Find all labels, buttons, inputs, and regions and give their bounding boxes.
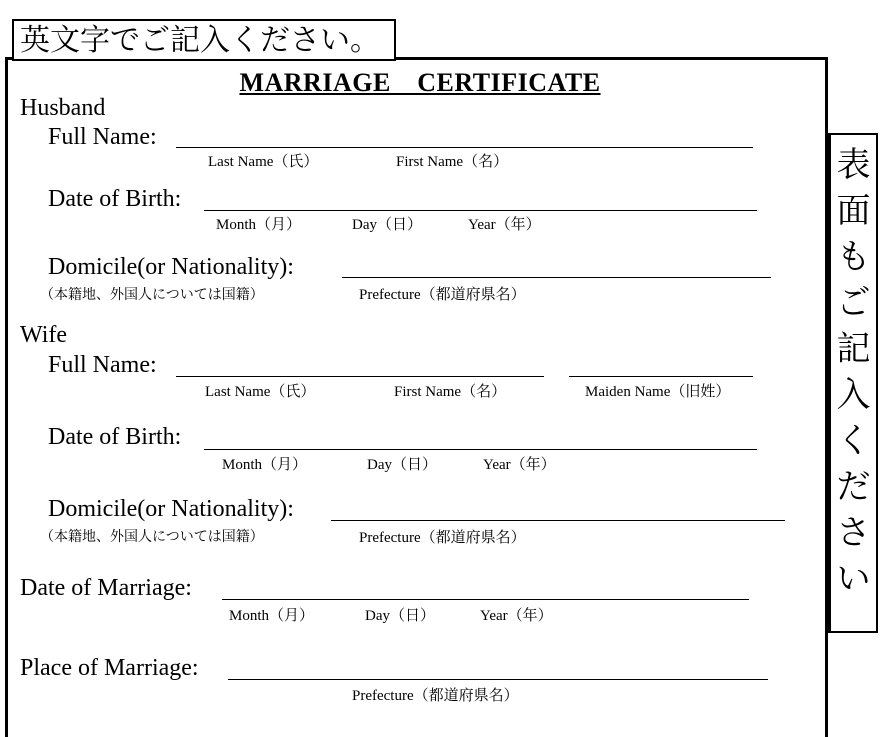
marriage-place-field[interactable] <box>228 679 768 680</box>
marriage-month-caption: Month（月） <box>229 608 315 624</box>
wife-domicile-note: （本籍地、外国人については国籍） <box>40 529 264 545</box>
wife-full-name-label: Full Name: <box>48 352 157 378</box>
side-note-char: だ <box>836 467 871 507</box>
husband-domicile-field[interactable] <box>342 277 771 278</box>
wife-heading: Wife <box>20 322 68 348</box>
wife-domicile-field[interactable] <box>331 520 785 521</box>
husband-domicile-note: （本籍地、外国人については国籍） <box>40 287 264 303</box>
husband-prefecture-caption: Prefecture（都道府県名） <box>359 287 526 303</box>
side-note-char: く <box>836 421 871 461</box>
side-note-char: 面 <box>836 191 871 231</box>
wife-domicile-label: Domicile(or Nationality): <box>48 496 294 522</box>
husband-dob-label: Date of Birth: <box>48 186 182 212</box>
side-note <box>828 133 878 633</box>
wife-first-name-caption: First Name（名） <box>394 384 507 400</box>
husband-month-caption: Month（月） <box>216 217 302 233</box>
marriage-date-field[interactable] <box>222 599 749 600</box>
side-note-char: も <box>836 237 871 277</box>
wife-prefecture-caption: Prefecture（都道府県名） <box>359 530 526 546</box>
side-note-char: 表 <box>836 145 871 185</box>
wife-day-caption: Day（日） <box>367 457 437 473</box>
marriage-prefecture-caption: Prefecture（都道府県名） <box>352 688 519 704</box>
wife-last-name-caption: Last Name（氏） <box>205 384 316 400</box>
marriage-year-caption: Year（年） <box>480 608 553 624</box>
instruction-label: 英文字でご記入ください。 <box>12 19 396 61</box>
marriage-place-label: Place of Marriage: <box>20 655 199 681</box>
husband-full-name-label: Full Name: <box>48 124 157 150</box>
marriage-day-caption: Day（日） <box>365 608 435 624</box>
husband-dob-field[interactable] <box>204 210 757 211</box>
wife-full-name-field[interactable] <box>176 376 544 377</box>
husband-day-caption: Day（日） <box>352 217 422 233</box>
husband-year-caption: Year（年） <box>468 217 541 233</box>
wife-year-caption: Year（年） <box>483 457 556 473</box>
husband-heading: Husband <box>20 95 106 121</box>
wife-dob-label: Date of Birth: <box>48 424 182 450</box>
husband-domicile-label: Domicile(or Nationality): <box>48 254 294 280</box>
side-note-char: い <box>836 559 871 599</box>
certificate-title: MARRIAGE CERTIFICATE <box>239 68 601 97</box>
husband-full-name-field[interactable] <box>176 147 753 148</box>
side-note-char: ご <box>836 283 871 323</box>
husband-first-name-caption: First Name（名） <box>396 154 509 170</box>
wife-month-caption: Month（月） <box>222 457 308 473</box>
wife-maiden-name-caption: Maiden Name（旧姓） <box>585 384 731 400</box>
wife-maiden-name-field[interactable] <box>569 376 753 377</box>
husband-last-name-caption: Last Name（氏） <box>208 154 319 170</box>
side-note-char: 入 <box>836 375 871 415</box>
marriage-date-label: Date of Marriage: <box>20 575 192 601</box>
wife-dob-field[interactable] <box>204 449 757 450</box>
side-note-char: さ <box>836 513 871 553</box>
side-note-char: 記 <box>836 329 871 369</box>
